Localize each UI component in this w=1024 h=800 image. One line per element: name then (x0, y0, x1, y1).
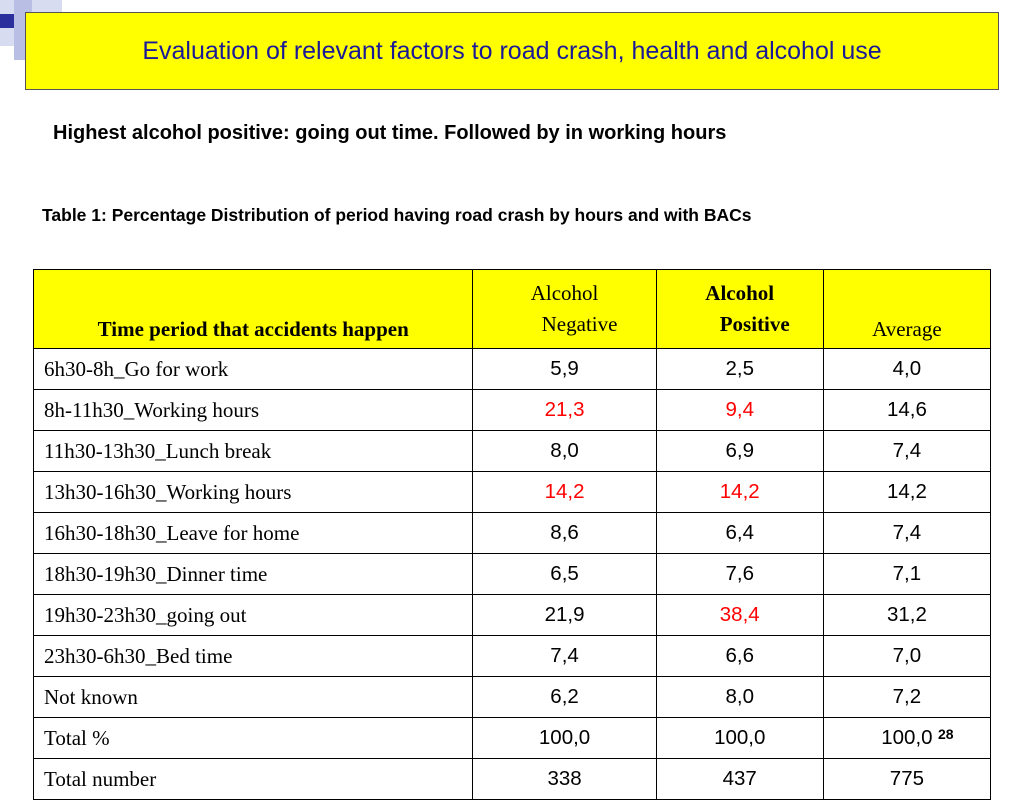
cell-positive: 8,0 (656, 677, 823, 718)
cell-positive: 9,4 (656, 390, 823, 431)
cell-positive: 6,4 (656, 513, 823, 554)
cell-positive: 7,6 (656, 554, 823, 595)
cell-negative: 5,9 (473, 349, 656, 390)
slide-subtitle: Highest alcohol positive: going out time. Followed by in working hours (53, 122, 727, 144)
cell-negative: 6,5 (473, 554, 656, 595)
data-table (33, 269, 991, 800)
header-negative-line2: Negative (541, 312, 618, 336)
cell-negative: 6,2 (473, 677, 656, 718)
cell-negative: 100,0 (473, 718, 656, 759)
cell-negative: 21,3 (473, 390, 656, 431)
table-row (34, 431, 991, 472)
row-label: 11h30-13h30_Lunch break (34, 431, 473, 472)
cell-average: 4,0 (823, 349, 990, 390)
row-label: Total % (34, 718, 473, 759)
table-row (34, 636, 991, 677)
row-label: 6h30-8h_Go for work (34, 349, 473, 390)
cell-positive: 14,2 (656, 472, 823, 513)
cell-average: 31,2 (823, 595, 990, 636)
page-number: 28 (938, 726, 954, 742)
row-label: 19h30-23h30_going out (34, 595, 473, 636)
cell-average: 7,4 (823, 431, 990, 472)
table-row (34, 554, 991, 595)
cell-positive: 100,0 (656, 718, 823, 759)
header-alcohol-positive (656, 270, 823, 349)
cell-positive: 6,6 (656, 636, 823, 677)
cell-negative: 14,2 (473, 472, 656, 513)
row-label: Not known (34, 677, 473, 718)
cell-average: 775 (823, 759, 990, 800)
table-row (34, 472, 991, 513)
cell-average: 7,2 (823, 677, 990, 718)
row-label: 18h30-19h30_Dinner time (34, 554, 473, 595)
cell-negative: 338 (473, 759, 656, 800)
header-alcohol-negative (473, 270, 656, 349)
table-row (34, 677, 991, 718)
row-label: 16h30-18h30_Leave for home (34, 513, 473, 554)
cell-positive: 6,9 (656, 431, 823, 472)
row-label: 13h30-16h30_Working hours (34, 472, 473, 513)
table-caption: Table 1: Percentage Distribution of period having road crash by hours and with BACs (42, 205, 752, 225)
header-period: Time period that accidents happen (34, 270, 473, 349)
table-row (34, 759, 991, 800)
table-row (34, 718, 991, 759)
cell-average: 7,0 (823, 636, 990, 677)
slide-title-text: Evaluation of relevant factors to road crash, health and alcohol use (142, 36, 882, 65)
cell-average: 100,0 (823, 718, 990, 759)
row-label: 8h-11h30_Working hours (34, 390, 473, 431)
cell-positive: 2,5 (656, 349, 823, 390)
cell-average: 7,4 (823, 513, 990, 554)
slide-title (25, 12, 999, 90)
cell-average: 14,2 (823, 472, 990, 513)
table-row (34, 390, 991, 431)
header-positive-line2: Positive (719, 312, 790, 336)
header-average: Average (823, 270, 990, 349)
cell-negative: 21,9 (473, 595, 656, 636)
header-negative-line1: Alcohol (530, 281, 599, 305)
table-header-row (34, 270, 991, 349)
table-row (34, 349, 991, 390)
row-label: 23h30-6h30_Bed time (34, 636, 473, 677)
header-positive-line1: Alcohol (705, 281, 775, 305)
cell-negative: 7,4 (473, 636, 656, 677)
cell-negative: 8,0 (473, 431, 656, 472)
cell-positive: 437 (656, 759, 823, 800)
table-row (34, 595, 991, 636)
cell-negative: 8,6 (473, 513, 656, 554)
row-label: Total number (34, 759, 473, 800)
cell-positive: 38,4 (656, 595, 823, 636)
cell-average: 14,6 (823, 390, 990, 431)
table-row (34, 513, 991, 554)
cell-average: 7,1 (823, 554, 990, 595)
